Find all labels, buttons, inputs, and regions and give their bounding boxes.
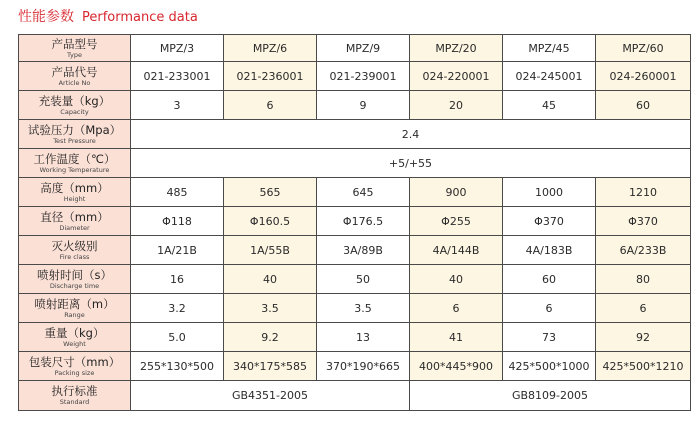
row-diameter bbox=[19, 207, 691, 236]
row-discharge-time bbox=[19, 265, 691, 294]
table-cell: 5.0 bbox=[131, 323, 224, 352]
row-label: 直径（mm） Diameter bbox=[19, 207, 131, 236]
table-cell: 565 bbox=[224, 178, 317, 207]
table-cell-merged: +5/+55 bbox=[131, 149, 691, 178]
row-article-no bbox=[19, 62, 691, 91]
table-cell-merged: GB8109-2005 bbox=[410, 381, 691, 411]
table-cell: 13 bbox=[317, 323, 410, 352]
table-cell: 900 bbox=[410, 178, 503, 207]
row-label: 包装尺寸（mm） Packing size bbox=[19, 352, 131, 381]
row-test-pressure bbox=[19, 120, 691, 149]
table-cell-merged: GB4351-2005 bbox=[131, 381, 410, 411]
row-label: 执行标准 Standard bbox=[19, 381, 131, 411]
table-cell: 1000 bbox=[503, 178, 596, 207]
row-capacity bbox=[19, 91, 691, 120]
row-label: 喷射距离（m） Range bbox=[19, 294, 131, 323]
row-label: 产品代号 Article No bbox=[19, 62, 131, 91]
table-cell: Φ370 bbox=[596, 207, 691, 236]
table-cell: 1A/21B bbox=[131, 236, 224, 265]
table-cell: 45 bbox=[503, 91, 596, 120]
row-label: 工作温度（℃） Working Temperature bbox=[19, 149, 131, 178]
table-cell: Φ370 bbox=[503, 207, 596, 236]
row-packing-size bbox=[19, 352, 691, 381]
table-cell: 255*130*500 bbox=[131, 352, 224, 381]
table-cell: 60 bbox=[503, 265, 596, 294]
table-cell: 6 bbox=[224, 91, 317, 120]
table-cell: 50 bbox=[317, 265, 410, 294]
table-cell: 6 bbox=[503, 294, 596, 323]
table-cell: Φ118 bbox=[131, 207, 224, 236]
table-cell: 20 bbox=[410, 91, 503, 120]
table-cell: MPZ/45 bbox=[503, 35, 596, 62]
table-cell: 1210 bbox=[596, 178, 691, 207]
row-label: 重量（kg） Weight bbox=[19, 323, 131, 352]
table-cell: 370*190*665 bbox=[317, 352, 410, 381]
table-cell: 6 bbox=[410, 294, 503, 323]
table-cell: 021-233001 bbox=[131, 62, 224, 91]
table-cell: 6A/233B bbox=[596, 236, 691, 265]
table-cell: MPZ/3 bbox=[131, 35, 224, 62]
table-cell: 73 bbox=[503, 323, 596, 352]
table-cell: 024-245001 bbox=[503, 62, 596, 91]
row-standard bbox=[19, 381, 691, 411]
performance-table bbox=[18, 34, 691, 411]
row-label: 产品型号 Type bbox=[19, 35, 131, 62]
row-height bbox=[19, 178, 691, 207]
table-cell: 60 bbox=[596, 91, 691, 120]
table-cell: 3.5 bbox=[317, 294, 410, 323]
table-cell: 80 bbox=[596, 265, 691, 294]
table-cell: 021-236001 bbox=[224, 62, 317, 91]
table-cell-merged: 2.4 bbox=[131, 120, 691, 149]
table-cell: MPZ/20 bbox=[410, 35, 503, 62]
table-cell: Φ176.5 bbox=[317, 207, 410, 236]
table-cell: 41 bbox=[410, 323, 503, 352]
table-cell: 485 bbox=[131, 178, 224, 207]
row-weight bbox=[19, 323, 691, 352]
table-cell: 9.2 bbox=[224, 323, 317, 352]
table-cell: 024-220001 bbox=[410, 62, 503, 91]
row-label: 喷射时间（s） Discharge time bbox=[19, 265, 131, 294]
section-title-en: Performance data bbox=[82, 10, 198, 25]
section-title bbox=[18, 6, 198, 28]
row-label: 灭火级别 Fire class bbox=[19, 236, 131, 265]
row-fire-class bbox=[19, 236, 691, 265]
table-cell: 3.5 bbox=[224, 294, 317, 323]
row-label: 试验压力（Mpa） Test Pressure bbox=[19, 120, 131, 149]
table-cell: 425*500*1210 bbox=[596, 352, 691, 381]
table-cell: 4A/183B bbox=[503, 236, 596, 265]
table-cell: 6 bbox=[596, 294, 691, 323]
row-label: 高度（mm） Height bbox=[19, 178, 131, 207]
table-cell: MPZ/9 bbox=[317, 35, 410, 62]
table-cell: 024-260001 bbox=[596, 62, 691, 91]
section-title-zh: 性能参数 bbox=[18, 9, 74, 25]
table-cell: Φ160.5 bbox=[224, 207, 317, 236]
table-cell: 40 bbox=[224, 265, 317, 294]
table-cell: 021-239001 bbox=[317, 62, 410, 91]
table-cell: 16 bbox=[131, 265, 224, 294]
table-cell: MPZ/60 bbox=[596, 35, 691, 62]
row-working-temperature bbox=[19, 149, 691, 178]
table-cell: 4A/144B bbox=[410, 236, 503, 265]
table-cell: 40 bbox=[410, 265, 503, 294]
table-cell: 3.2 bbox=[131, 294, 224, 323]
table-cell: 340*175*585 bbox=[224, 352, 317, 381]
table-cell: MPZ/6 bbox=[224, 35, 317, 62]
table-cell: 92 bbox=[596, 323, 691, 352]
table-cell: Φ255 bbox=[410, 207, 503, 236]
table-cell: 425*500*1000 bbox=[503, 352, 596, 381]
table-cell: 400*445*900 bbox=[410, 352, 503, 381]
row-type bbox=[19, 35, 691, 62]
table-cell: 645 bbox=[317, 178, 410, 207]
table-cell: 9 bbox=[317, 91, 410, 120]
table-cell: 3 bbox=[131, 91, 224, 120]
table-cell: 1A/55B bbox=[224, 236, 317, 265]
row-label: 充装量（kg） Capacity bbox=[19, 91, 131, 120]
row-range bbox=[19, 294, 691, 323]
table-cell: 3A/89B bbox=[317, 236, 410, 265]
